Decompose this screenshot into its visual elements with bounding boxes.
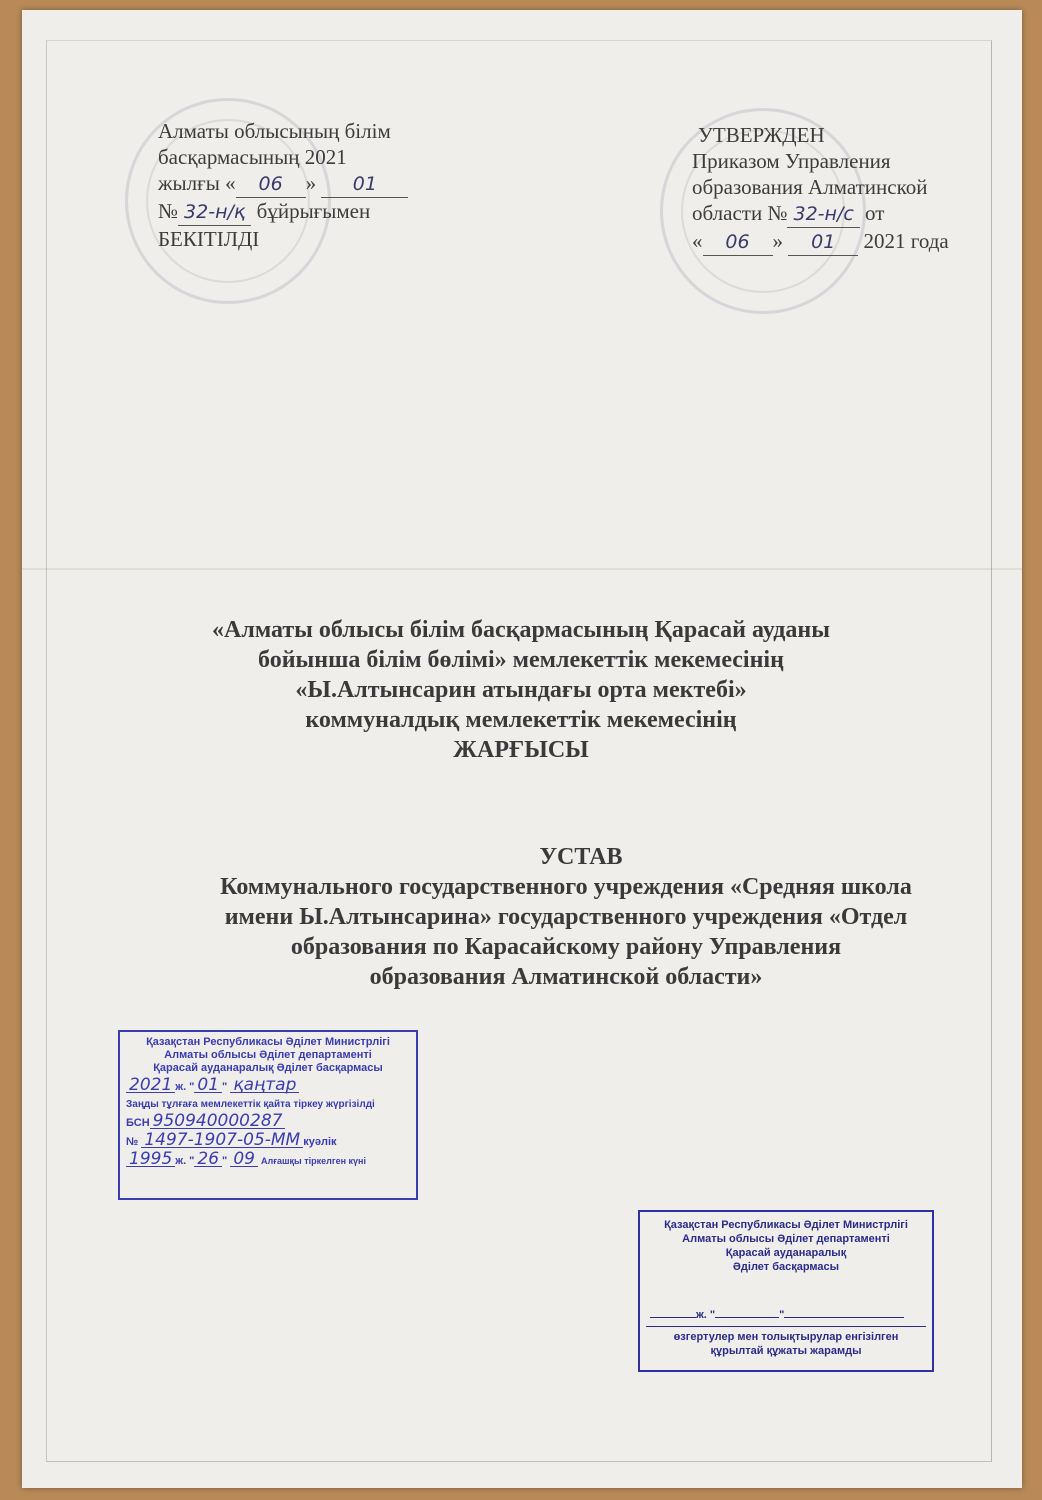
approval-ru-line3: образования Алматинской	[692, 175, 928, 199]
approval-ru-line5: « 06 » 01 2021 года	[692, 228, 949, 256]
title-ru-line4: образования по Карасайскому району Управления	[290, 934, 842, 960]
approval-kz-line1: Алматы облысының білім	[158, 119, 391, 143]
reg-stamp-bsn: БСН 950940000287	[126, 1115, 410, 1130]
title-kz-line5: ЖАРҒЫСЫ	[453, 737, 589, 763]
amendments-stamp	[638, 1210, 934, 1372]
title-ru	[0, 842, 1042, 992]
title-kz-line4: коммуналдық мемлекеттік мекемесінің	[305, 707, 737, 733]
title-ru-line5: образования Алматинской области»	[369, 964, 763, 990]
title-ru-line3: имени Ы.Алтынсарина» государственного учреждения «Отдел	[224, 904, 908, 930]
title-kz-line2: бойынша білім бөлімі» мемлекеттік мекемесінің	[258, 647, 784, 673]
approval-kz-month: 01	[321, 171, 408, 198]
approval-ru-line4: области № 32-н/с от	[692, 200, 949, 228]
reg-stamp-line2: Алматы облысы Әділет департаменті	[164, 1049, 372, 1061]
reg-stamp-line3: Қарасай ауданаралық Әділет басқармасы	[153, 1062, 383, 1074]
amend-stamp-line2: Алматы облысы Әділет департаменті	[682, 1233, 890, 1245]
approval-kz-line2: басқармасының 2021	[158, 145, 347, 169]
approval-kz-line5: БЕКІТІЛДІ	[158, 227, 260, 251]
approval-ru-day: 06	[703, 229, 773, 256]
approval-kz-day: 06	[236, 171, 306, 198]
amend-stamp-line3: Қарасай ауданаралық	[725, 1247, 847, 1259]
approval-kz-line4: № 32-н/қ бұйрығымен	[158, 198, 408, 226]
approval-ru-line1: УТВЕРЖДЕН	[698, 123, 825, 147]
amend-stamp-line4: Әділет басқармасы	[732, 1261, 840, 1273]
title-kz-line1: «Алматы облысы білім басқармасының Қарасай ауданы	[212, 617, 830, 643]
reg-stamp-text: Заңды тұлғаға мемлекеттік қайта тіркеу жүргізілді	[126, 1099, 375, 1110]
approval-ru	[692, 122, 949, 256]
approval-kz	[158, 118, 408, 252]
title-kz	[0, 615, 1042, 765]
approval-kz-order-number: 32-н/қ	[178, 199, 251, 226]
reg-stamp-date: 2021 ж. " 01 " қаңтар	[126, 1079, 410, 1094]
title-kz-line3: «Ы.Алтынсарин атындағы орта мектебі»	[295, 677, 747, 703]
fold-line	[22, 568, 1022, 570]
title-ru-line2: Коммунального государственного учреждения «Средняя школа	[220, 874, 912, 900]
registration-stamp	[118, 1030, 418, 1200]
reg-stamp-first-date: 1995 ж. " 26 " 09 Алғашқы тіркелген күні	[126, 1153, 410, 1168]
amend-stamp-footer2: құрылтай құжаты жарамды	[710, 1345, 862, 1357]
reg-stamp-number: № 1497-1907-05-ММ куәлік	[126, 1130, 337, 1150]
approval-ru-line2: Приказом Управления	[692, 149, 891, 173]
approval-ru-order-number: 32-н/с	[787, 201, 859, 228]
amend-stamp-line1: Қазақстан Республикасы Әділет Министрлігі	[664, 1219, 908, 1231]
reg-stamp-line1: Қазақстан Республикасы Әділет Министрлігі	[146, 1036, 390, 1048]
title-ru-line1: УСТАВ	[539, 844, 623, 870]
approval-kz-line3: жылғы « 06 » 01	[158, 170, 408, 198]
amend-stamp-footer1: өзгертулер мен толықтырулар енгізілген	[646, 1326, 926, 1344]
approval-ru-month: 01	[788, 229, 858, 256]
amend-stamp-date: ж. " "	[646, 1308, 926, 1322]
